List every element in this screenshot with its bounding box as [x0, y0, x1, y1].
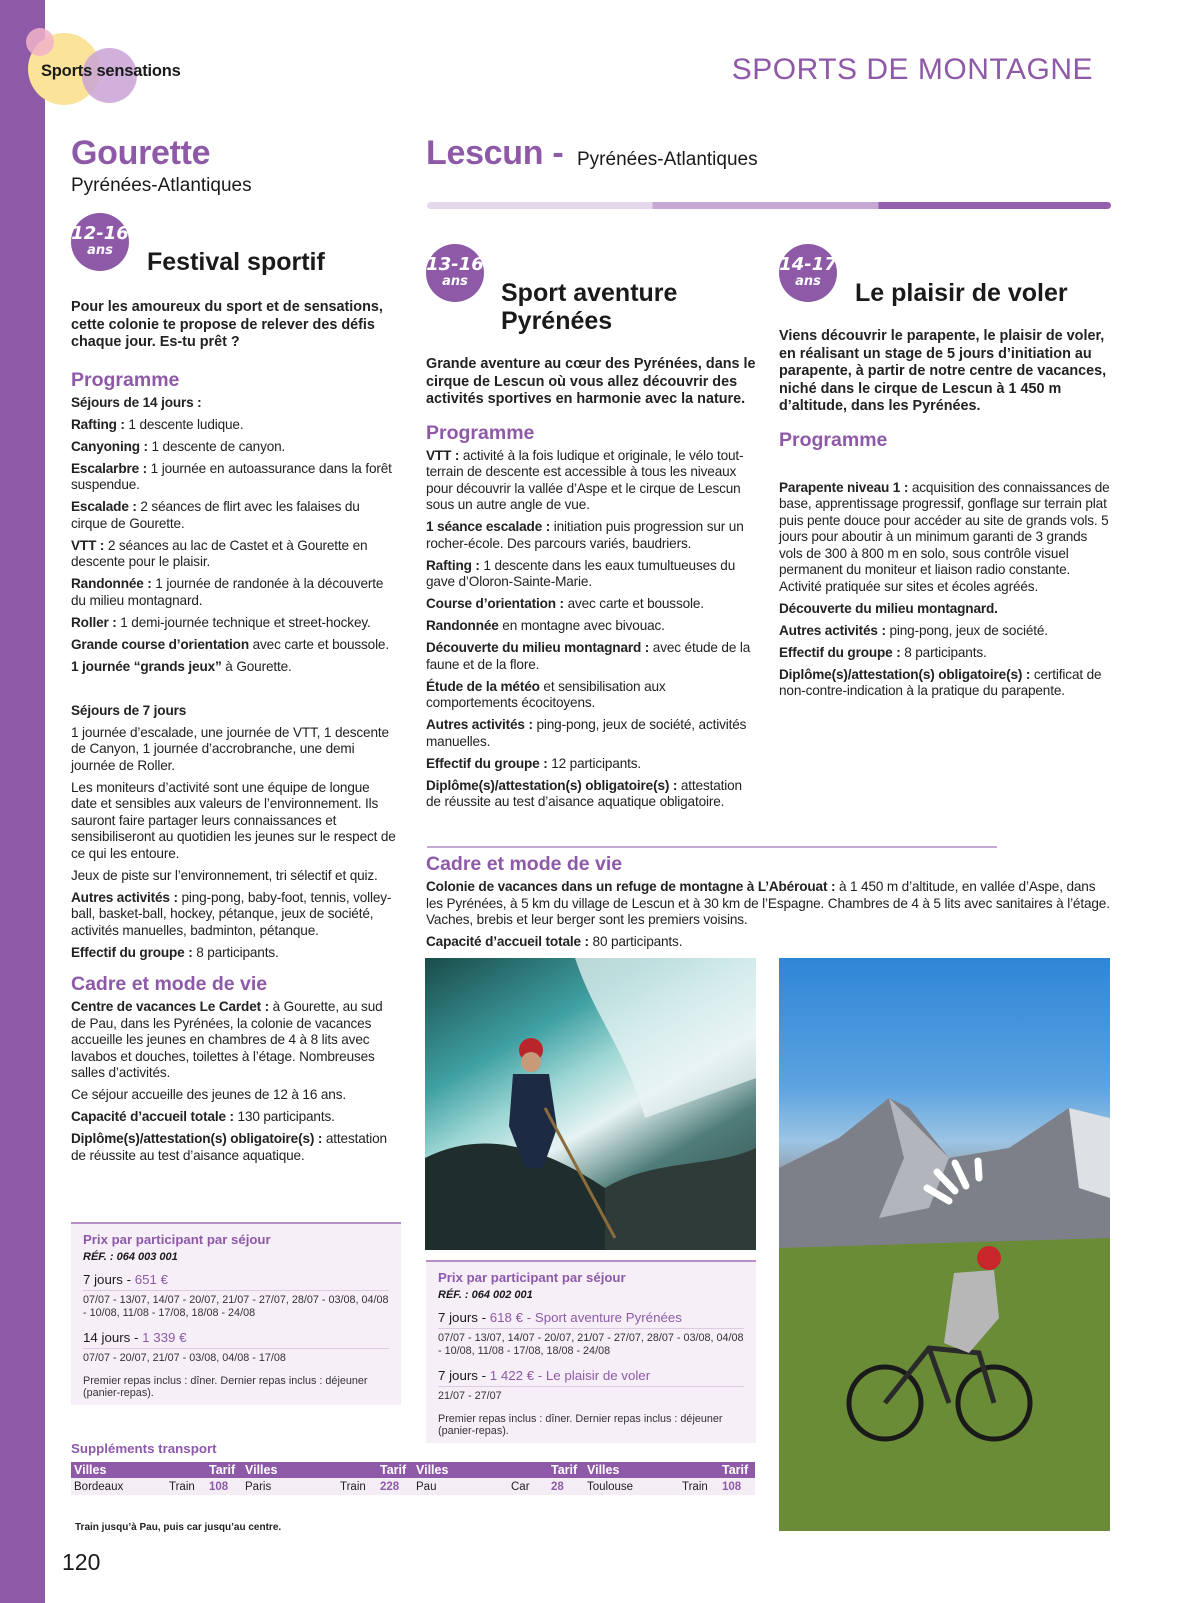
- list-item: Rafting : 1 descente dans les eaux tumultueuses du gave d’Oloron-Sainte-Marie.: [426, 557, 736, 590]
- price-dates: 07/07 - 13/07, 14/07 - 20/07, 21/07 - 27/07, 28/07 - 03/08, 04/08 - 10/08, 11/08 - 17/08, 18/08 - 24/08: [438, 1332, 744, 1357]
- mid-items: [426, 448, 758, 811]
- list-item: Grande course d’orientation avec carte et boussole.: [71, 636, 389, 652]
- list-item: Autres activités : ping-pong, jeux de société, activités manuelles.: [426, 717, 747, 749]
- left-intro: Pour les amoureux du sport et de sensations, cette colonie te propose de relever des défis chaque jour. Es-tu prêt ?: [71, 299, 383, 351]
- list-item: Canyoning : 1 descente de canyon.: [71, 438, 286, 454]
- transport-table: Villes Tarif Villes Tarif Villes Tarif Villes Tarif Bordeaux Train 108 Paris Train 228 Pau Car 28 Toulouse Train 108: [71, 1462, 755, 1495]
- section-title: SPORTS DE MONTAGNE: [731, 53, 1093, 86]
- age-badge-mid: 13-16 ans: [426, 244, 484, 302]
- left-monitors-text: Les moniteurs d’activité sont une équipe de longue date et sensibles aux valeurs de l’environnement. Ils sauront faire partager leurs connaissances et sensibiliseront au quotidien les jeunes sur le respect de ce qui les entoure.: [71, 779, 396, 861]
- list-item: Escalarbre : 1 journée en autoassurance dans la forêt suspendue.: [71, 460, 392, 493]
- list-item: Parapente niveau 1 : acquisition des connaissances de base, apprentissage progressif, gonflage sur terrain plat puis pente douce pour accéder au site de grands vols. 5 jours pour aboutir à un minimum garanti de 3 grands vols de 300 à 800 m en solo, sous contrôle visuel permanent du moniteur et liaison radio constante. Activité pratiquée sur sites et écoles agréés.: [779, 479, 1110, 594]
- list-item: Randonnée en montagne avec bivouac.: [426, 618, 665, 634]
- list-item: Diplôme(s)/attestation(s) obligatoire(s) : attestation de réussite au test d’aisance aquatique obligatoire.: [426, 777, 742, 810]
- price-footnote: Premier repas inclus : dîner. Dernier repas inclus : déjeuner (panier-repas).: [438, 1413, 723, 1437]
- far-program-title: Le plaisir de voler: [855, 279, 1068, 307]
- page-number: 120: [62, 1549, 101, 1575]
- price-dates: 07/07 - 13/07, 14/07 - 20/07, 21/07 - 27/07, 28/07 - 03/08, 04/08 - 10/08, 11/08 - 17/08, 18/08 - 24/08: [83, 1294, 389, 1319]
- list-item: Diplôme(s)/attestation(s) obligatoire(s) : certificat de non-contre-indication à la pratique du parapente.: [779, 666, 1102, 699]
- divider-bar: [427, 202, 1111, 209]
- far-intro: Viens découvrir le parapente, le plaisir de voler, en réalisant un stage de 5 jours d’initiation au parapente, à partir de notre centre de vacances, niché dans le cirque de Lescun à 1 450 m d’altitude, dans les Pyrénées.: [779, 328, 1107, 415]
- price-dates: 21/07 - 27/07: [438, 1390, 502, 1402]
- mid-intro: Grande aventure au cœur des Pyrénées, dans le cirque de Lescun où vous allez découvrir des activités sportives en harmonie avec la nature.: [426, 356, 756, 408]
- price-dates: 07/07 - 20/07, 21/07 - 03/08, 04/08 - 17/08: [83, 1352, 286, 1364]
- left-group-size: Effectif du groupe : 8 participants.: [71, 944, 279, 960]
- left-other-activities: Autres activités : ping-pong, baby-foot, tennis, volley-ball, basket-ball, hockey, pétanque, jeux de société, activités manuelles, badminton, pétanque.: [71, 889, 392, 938]
- brand-logo: [22, 25, 222, 115]
- list-item: Effectif du groupe : 8 participants.: [779, 644, 987, 660]
- list-item: Escalade : 2 séances de flirt avec les falaises du cirque de Gourette.: [71, 499, 360, 531]
- divider-line: [427, 846, 997, 848]
- table-row: Bordeaux Train 108 Paris Train 228 Pau Car 28 Toulouse Train 108: [71, 1478, 755, 1495]
- price-line: 7 jours - 651 €: [83, 1272, 389, 1291]
- left-items: [71, 417, 399, 676]
- mid-programme-heading: Programme: [426, 421, 535, 444]
- left-s14-heading: Séjours de 14 jours :: [71, 394, 202, 410]
- right-region: Pyrénées-Atlantiques: [577, 149, 758, 170]
- left-s7-heading: Séjours de 7 jours: [71, 702, 187, 718]
- canyoning-photo: [425, 958, 756, 1250]
- list-item: VTT : activité à la fois ludique et originale, le vélo tout-terrain de descente est accessible à tous les niveaux pour découvrir la vallée d’Aspe et le cirque de Lescun sous un autre angle de vue.: [426, 447, 744, 513]
- list-item: 1 journée “grands jeux” à Gourette.: [71, 658, 292, 674]
- list-item: Effectif du groupe : 12 participants.: [426, 755, 642, 771]
- left-program-title: Festival sportif: [147, 248, 325, 276]
- right-capacity: Capacité d’accueil totale : 80 participants.: [426, 934, 683, 949]
- list-item: 1 séance escalade : initiation puis progression sur un rocher-école. Des parcours variés, baudriers.: [426, 519, 744, 551]
- left-games-text: Jeux de piste sur l’environnement, tri sélectif et quiz.: [71, 867, 378, 883]
- price-line: 7 jours - 1 422 € - Le plaisir de voler: [438, 1368, 744, 1387]
- price-line: 7 jours - 618 € - Sport aventure Pyrénées: [438, 1310, 744, 1329]
- left-ages-text: Ce séjour accueille des jeunes de 12 à 16 ans.: [71, 1087, 346, 1103]
- mountain-bike-photo: [779, 958, 1110, 1531]
- age-badge-left: 12-16 ans: [71, 213, 129, 271]
- list-item: Découverte du milieu montagnard.: [779, 600, 998, 616]
- list-item: Autres activités : ping-pong, jeux de société.: [779, 622, 1048, 638]
- left-s7-text: 1 journée d’escalade, une journée de VTT, 1 descente de Canyon, 1 journée d’accrobranche, une demi journée de Roller.: [71, 724, 389, 773]
- left-centre-text: Centre de vacances Le Cardet : à Gourette, au sud de Pau, dans les Pyrénées, la colonie de vacances accueille les jeunes en chambres de 4 à 8 lits avec lavabos et douches, toilettes à l’étage. Nombreuses salles d’activités.: [71, 999, 383, 1081]
- list-item: Étude de la météo et sensibilisation aux comportements écocitoyens.: [426, 678, 666, 711]
- left-cadre-heading: Cadre et mode de vie: [71, 973, 268, 996]
- price-ref: RÉF. : 064 003 001: [83, 1251, 178, 1263]
- left-region: Pyrénées-Atlantiques: [71, 175, 252, 196]
- price-title: Prix par participant par séjour: [83, 1232, 271, 1247]
- list-item: Course d’orientation : avec carte et boussole.: [426, 596, 704, 612]
- left-programme-heading: Programme: [71, 368, 180, 391]
- price-box-left: [71, 1222, 401, 1405]
- price-footnote: Premier repas inclus : dîner. Dernier repas inclus : déjeuner (panier-repas).: [83, 1375, 368, 1399]
- transport-title: Suppléments transport: [71, 1441, 217, 1456]
- price-title: Prix par participant par séjour: [438, 1270, 626, 1285]
- list-item: Randonnée : 1 journée de randonée à la découverte du milieu montagnard.: [71, 576, 384, 608]
- mid-program-title: Sport aventure Pyrénées: [501, 279, 678, 335]
- sidebar-band: [0, 0, 45, 1603]
- list-item: VTT : 2 séances au lac de Castet et à Gourette en descente pour le plaisir.: [71, 537, 368, 570]
- price-box-right: [426, 1260, 756, 1443]
- left-diploma: Diplôme(s)/attestation(s) obligatoire(s) : attestation de réussite au test d’aisance aquatique.: [71, 1131, 387, 1163]
- right-cadre-heading: Cadre et mode de vie: [426, 853, 623, 875]
- left-capacity: Capacité d’accueil totale : 130 participants.: [71, 1109, 335, 1125]
- price-ref: RÉF. : 064 002 001: [438, 1289, 533, 1301]
- price-line: 14 jours - 1 339 €: [83, 1330, 389, 1349]
- right-cadre-text: Colonie de vacances dans un refuge de montagne à L’Abérouat : à 1 450 m d’altitude, en vallée d’Aspe, dans les Pyrénées, à 5 km du village de Lescun et à 30 km de l’Espagne. Chambres de 4 à 5 lits avec sanitaires à l’étage. Vaches, brebis et leur berger sont les premiers voisins.: [426, 879, 1110, 927]
- far-programme-heading: Programme: [779, 428, 888, 451]
- brand-label: Sports sensations: [41, 62, 181, 80]
- far-items: [779, 480, 1111, 700]
- transport-note: Train jusqu’à Pau, puis car jusqu’au centre.: [75, 1522, 282, 1533]
- right-title: Lescun -: [426, 134, 564, 172]
- list-item: Découverte du milieu montagnard : avec étude de la faune et de la flore.: [426, 640, 751, 672]
- list-item: Rafting : 1 descente ludique.: [71, 416, 244, 432]
- age-badge-far: 14-17 ans: [779, 244, 837, 302]
- list-item: Roller : 1 demi-journée technique et street-hockey.: [71, 614, 371, 630]
- left-title: Gourette: [71, 134, 211, 172]
